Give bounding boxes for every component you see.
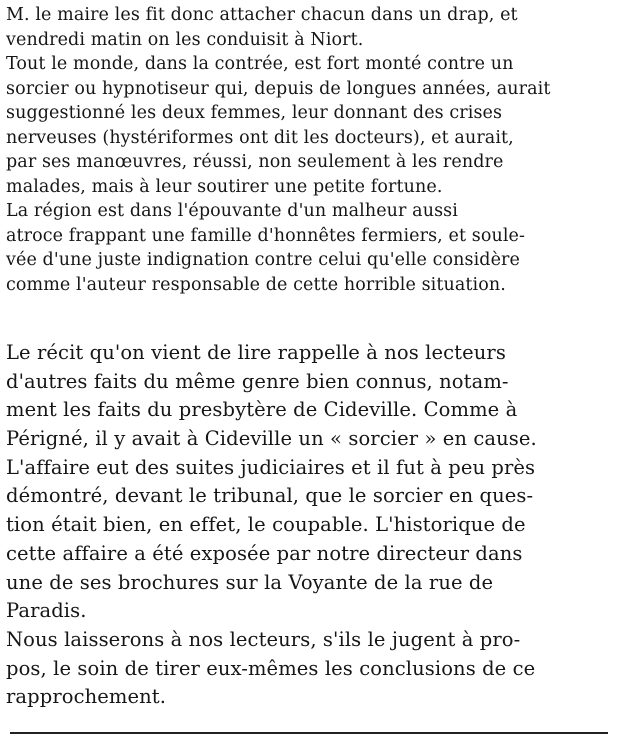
text-line: vée d'une juste indignation contre celui qu'elle considère	[6, 250, 520, 270]
text-line: pos, le soin de tirer eux-mêmes les conclusions de ce	[6, 656, 536, 680]
text-line: ment les faits du presbytère de Cideville. Comme à	[6, 398, 518, 422]
paragraph-regional-outrage	[6, 199, 606, 297]
text-line: rapprochement.	[6, 685, 167, 709]
text-line: tion était bien, en effet, le coupable. L'historique de	[6, 513, 526, 537]
text-line: d'autres faits du même genre bien connus, notam-	[6, 369, 509, 393]
text-line: M. le maire les fit donc attacher chacun dans un drap, et	[6, 5, 518, 25]
text-line: une de ses brochures sur la Voyante de la rue de	[6, 570, 494, 594]
text-line: malades, mais à leur soutirer une petite fortune.	[6, 176, 443, 197]
text-line: démontré, devant le tribunal, que le sorcier en ques-	[6, 484, 534, 508]
text-line: vendredi matin on les conduisit à Niort.	[6, 29, 364, 50]
text-line: sorcier ou hypnotiseur qui, depuis de longues années, aurait	[6, 78, 551, 99]
text-line: Nous laisserons à nos lecteurs, s'ils le jugent à pro-	[6, 627, 521, 651]
text-line: par ses manœuvres, réussi, non seulement à les rendre	[6, 152, 504, 172]
text-line: La région est dans l'épouvante d'un malheur aussi	[6, 201, 458, 221]
text-line: Périgné, il y avait à Cideville un « sorcier » en cause.	[6, 427, 537, 451]
text-line: L'affaire eut des suites judiciaires et il fut à peu près	[6, 455, 536, 479]
news-article-section	[6, 3, 606, 297]
paragraph-reader-conclusions	[6, 626, 606, 712]
text-line: Tout le monde, dans la contrée, est fort monté contre un	[6, 54, 514, 74]
text-line: Paradis.	[6, 599, 87, 623]
editorial-commentary-section	[6, 339, 606, 712]
text-line: cette affaire a été exposée par notre directeur dans	[6, 541, 523, 565]
text-line: nerveuses (hystériformes ont dit les docteurs), et aurait,	[6, 127, 514, 148]
paragraph-transfer-to-niort	[6, 3, 606, 52]
paragraph-sorcerer-accusation	[6, 52, 606, 199]
text-line: atroce frappant une famille d'honnêtes fermiers, et soule-	[6, 225, 526, 246]
text-line: Le récit qu'on vient de lire rappelle à nos lecteurs	[6, 341, 506, 364]
text-line: comme l'auteur responsable de cette horrible situation.	[6, 274, 506, 295]
text-line: suggestionné les deux femmes, leur donnant des crises	[6, 103, 503, 123]
paragraph-cideville-comparison	[6, 339, 606, 626]
section-divider-rule	[10, 732, 608, 734]
